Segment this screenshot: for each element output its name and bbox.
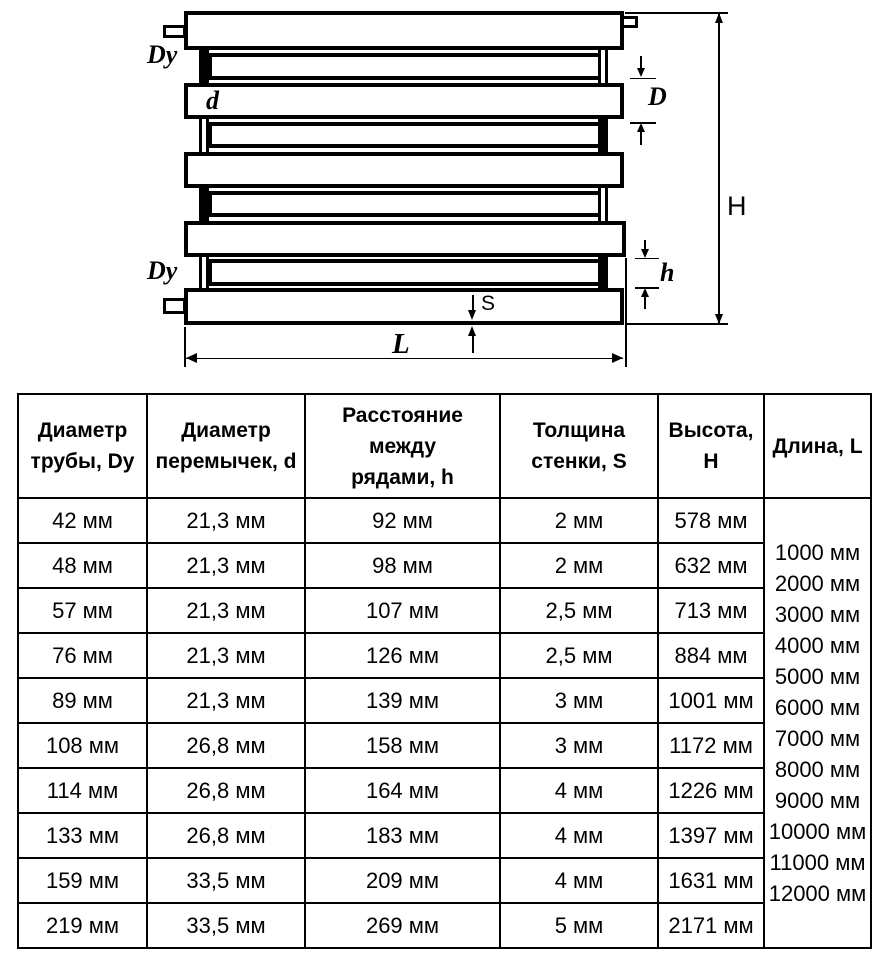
table-cell: 21,3 мм bbox=[147, 678, 305, 723]
table-cell: 76 мм bbox=[18, 633, 147, 678]
table-cell: 21,3 мм bbox=[147, 498, 305, 543]
label-Dy-bottom: Dy bbox=[147, 256, 178, 285]
tube-5 bbox=[184, 152, 624, 188]
table-cell: 126 мм bbox=[305, 633, 500, 678]
dim-H-arrowhead-top bbox=[715, 13, 723, 23]
table-cell: 92 мм bbox=[305, 498, 500, 543]
table-cell: 21,3 мм bbox=[147, 588, 305, 633]
dim-D-arrowhead-top bbox=[637, 68, 645, 77]
length-value: 7000 мм bbox=[774, 726, 861, 751]
table-cell: 21,3 мм bbox=[147, 543, 305, 588]
table-cell: 2 мм bbox=[500, 543, 658, 588]
table-cell: 1172 мм bbox=[658, 723, 764, 768]
length-value: 1000 мм bbox=[774, 540, 861, 565]
vent-stub-top-right bbox=[621, 16, 638, 28]
table-cell: 3 мм bbox=[500, 678, 658, 723]
length-value: 3000 мм bbox=[774, 602, 861, 627]
table-cell: 42 мм bbox=[18, 498, 147, 543]
dim-D-seg-bottom bbox=[640, 131, 642, 145]
table-cell: 33,5 мм bbox=[147, 903, 305, 948]
table-cell: 2 мм bbox=[500, 498, 658, 543]
col-header-height: Высота, H bbox=[658, 394, 764, 498]
length-value: 4000 мм bbox=[774, 633, 861, 658]
label-d: d bbox=[206, 86, 219, 115]
table-cell: 1001 мм bbox=[658, 678, 764, 723]
dim-L-arrowhead-left bbox=[186, 353, 197, 363]
col-header-length: Длина, L bbox=[764, 394, 871, 498]
table-row bbox=[18, 498, 871, 543]
table-cell: 57 мм bbox=[18, 588, 147, 633]
dim-L-arrowhead-right bbox=[612, 353, 623, 363]
label-S: S bbox=[481, 292, 496, 315]
table-cell: 26,8 мм bbox=[147, 813, 305, 858]
tube-6 bbox=[208, 191, 608, 217]
table-cell: 632 мм bbox=[658, 543, 764, 588]
table-cell: 164 мм bbox=[305, 768, 500, 813]
table-cell: 1226 мм bbox=[658, 768, 764, 813]
table-row bbox=[18, 858, 871, 903]
table-cell: 183 мм bbox=[305, 813, 500, 858]
table-row bbox=[18, 588, 871, 633]
length-values-cell bbox=[764, 498, 871, 948]
table-row bbox=[18, 678, 871, 723]
table-cell: 4 мм bbox=[500, 768, 658, 813]
outlet-stub-bottom-left bbox=[163, 298, 186, 314]
dim-H-ext-bottom bbox=[626, 323, 728, 325]
label-Dy-top: Dy bbox=[147, 40, 178, 69]
label-h: h bbox=[660, 258, 675, 287]
tube-4 bbox=[208, 122, 608, 148]
table-row bbox=[18, 813, 871, 858]
length-value: 12000 мм bbox=[768, 881, 867, 906]
dim-L-ext-right bbox=[625, 258, 627, 367]
table-cell: 108 мм bbox=[18, 723, 147, 768]
jumper-left-2 bbox=[199, 119, 209, 152]
label-H: H bbox=[727, 191, 747, 221]
length-value: 8000 мм bbox=[774, 757, 861, 782]
dim-D-tick-top bbox=[630, 78, 656, 80]
table-row bbox=[18, 903, 871, 948]
dim-S-seg-outer bbox=[472, 336, 474, 353]
table-cell: 158 мм bbox=[305, 723, 500, 768]
jumper-left-3 bbox=[199, 186, 209, 223]
dim-S-arrowhead-outer bbox=[468, 326, 476, 336]
table-cell: 114 мм bbox=[18, 768, 147, 813]
jumper-right-4 bbox=[598, 255, 608, 290]
dim-H-line bbox=[718, 13, 720, 324]
jumper-left-1 bbox=[199, 47, 209, 85]
table-row bbox=[18, 543, 871, 588]
table-cell: 26,8 мм bbox=[147, 768, 305, 813]
table-cell: 5 мм bbox=[500, 903, 658, 948]
tube-8 bbox=[208, 259, 608, 286]
length-value: 10000 мм bbox=[768, 819, 867, 844]
table-cell: 33,5 мм bbox=[147, 858, 305, 903]
table-cell: 3 мм bbox=[500, 723, 658, 768]
table-row bbox=[18, 768, 871, 813]
dim-H-ext-top bbox=[625, 12, 728, 14]
table-row bbox=[18, 633, 871, 678]
table-cell: 884 мм bbox=[658, 633, 764, 678]
table-cell: 107 мм bbox=[305, 588, 500, 633]
length-value: 5000 мм bbox=[774, 664, 861, 689]
length-value: 2000 мм bbox=[774, 571, 861, 596]
jumper-right-1 bbox=[598, 50, 608, 83]
table-cell: 4 мм bbox=[500, 858, 658, 903]
table-cell: 21,3 мм bbox=[147, 633, 305, 678]
table-row bbox=[18, 723, 871, 768]
jumper-right-3 bbox=[598, 188, 608, 221]
dim-h-arrowhead-bottom bbox=[641, 288, 649, 297]
table-cell: 578 мм bbox=[658, 498, 764, 543]
tube-1 bbox=[184, 11, 624, 50]
dim-S-arrowhead-inner bbox=[468, 310, 476, 320]
tube-2 bbox=[208, 53, 608, 80]
table-cell: 139 мм bbox=[305, 678, 500, 723]
register-diagram bbox=[0, 0, 888, 392]
col-header-pipe-diameter: Диаметр трубы, Dy bbox=[18, 394, 147, 498]
length-value: 11000 мм bbox=[769, 850, 866, 875]
table-cell: 1397 мм bbox=[658, 813, 764, 858]
spec-table bbox=[17, 393, 872, 949]
length-value: 9000 мм bbox=[774, 788, 861, 813]
tube-3 bbox=[184, 83, 624, 119]
dim-h-seg-bottom bbox=[644, 297, 646, 309]
table-cell: 133 мм bbox=[18, 813, 147, 858]
label-D: D bbox=[648, 82, 667, 111]
dim-S-seg-inner bbox=[472, 295, 474, 311]
table-cell: 269 мм bbox=[305, 903, 500, 948]
table-cell: 4 мм bbox=[500, 813, 658, 858]
table-cell: 219 мм bbox=[18, 903, 147, 948]
table-cell: 2171 мм bbox=[658, 903, 764, 948]
table-cell: 2,5 мм bbox=[500, 633, 658, 678]
table-cell: 159 мм bbox=[18, 858, 147, 903]
table-cell: 98 мм bbox=[305, 543, 500, 588]
inlet-stub-top-left bbox=[163, 25, 186, 38]
label-L: L bbox=[392, 328, 410, 360]
tube-9 bbox=[184, 288, 624, 325]
dim-H-arrowhead-bottom bbox=[715, 314, 723, 324]
table-cell: 89 мм bbox=[18, 678, 147, 723]
table-cell: 26,8 мм bbox=[147, 723, 305, 768]
col-header-jumper-diameter: Диаметр перемычек, d bbox=[147, 394, 305, 498]
dim-h-tick-top bbox=[635, 258, 659, 260]
header-row bbox=[18, 394, 871, 498]
length-value: 6000 мм bbox=[774, 695, 861, 720]
table-cell: 48 мм bbox=[18, 543, 147, 588]
table-cell: 1631 мм bbox=[658, 858, 764, 903]
col-header-wall-thickness: Толщина стенки, S bbox=[500, 394, 658, 498]
tube-7 bbox=[184, 221, 626, 257]
jumper-right-2 bbox=[598, 117, 608, 154]
table-cell: 209 мм bbox=[305, 858, 500, 903]
table-cell: 713 мм bbox=[658, 588, 764, 633]
jumper-left-4 bbox=[199, 257, 209, 288]
table-cell: 2,5 мм bbox=[500, 588, 658, 633]
col-header-row-spacing: Расстояние между рядами, h bbox=[305, 394, 500, 498]
